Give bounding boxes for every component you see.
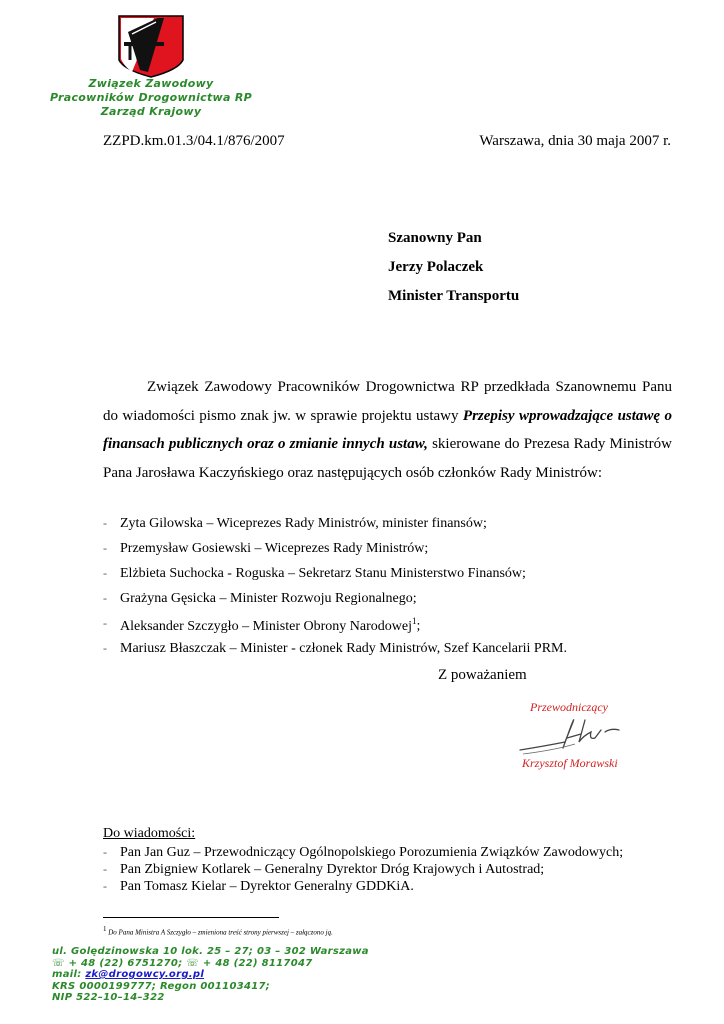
handwritten-signature	[515, 712, 625, 756]
footnote-text: Do Pana Ministra A Szczygło – zmieniona treść strony pierwszej – załączono ją.	[108, 928, 333, 937]
recipient-list	[103, 516, 703, 666]
footer-krs: KRS 0000199777; Regon 001103417;	[52, 980, 271, 992]
reference-number: ZZPD.km.01.3/04.1/876/2007	[103, 133, 285, 149]
org-name	[36, 77, 266, 119]
footnote	[103, 925, 333, 936]
place-date: Warszawa, dnia 30 maja 2007 r.	[479, 133, 671, 149]
list-item: - Przemysław Gosiewski – Wiceprezes Rady Ministrów;	[103, 541, 429, 556]
footnote-divider	[103, 917, 279, 918]
body-paragraph	[103, 373, 672, 487]
footnote-ref: 1	[411, 616, 417, 626]
list-item: - Pan Zbigniew Kotlarek – Generalny Dyrektor Dróg Krajowych i Autostrad;	[103, 862, 545, 877]
org-line-1: Związek Zawodowy	[88, 77, 214, 90]
footer-address: ul. Golędzinowska 10 lok. 25 – 27; 03 – 302 Warszawa	[52, 946, 369, 957]
list-item: - Elżbieta Suchocka - Roguska – Sekretarz Stanu Ministerstwo Finansów;	[103, 566, 526, 581]
footer-nip: NIP 522–10–14–322	[52, 992, 165, 1003]
footer-phone: ☏ + 48 (22) 6751270; ☏ + 48 (22) 8117047	[52, 957, 313, 969]
list-item: - Pan Tomasz Kielar – Dyrektor Generalny GDDKiA.	[103, 879, 414, 894]
footer-contact	[52, 946, 369, 1004]
email-link[interactable]: zk@drogowcy.org.pl	[85, 969, 205, 980]
cc-heading: Do wiadomości:	[103, 826, 196, 841]
logo-graphic	[118, 14, 184, 78]
signature	[515, 712, 625, 756]
addressee-name: Jerzy Polaczek	[388, 259, 484, 275]
body-text-start: Związek Zawodowy Pracowników Drogownictwa RP przedkłada Szanownemu Panu do wiadomości pismo znak jw. w sprawie projektu ustawy	[103, 379, 672, 424]
list-item: - Pan Jan Guz – Przewodniczący Ogólnopolskiego Porozumienia Związków Zawodowych;	[103, 845, 624, 860]
closing-regards: Z poważaniem	[438, 667, 527, 683]
body-text-end: skierowane do Prezesa Rady Ministrów Pana Jarosława Kaczyńskiego oraz następujących osób członków Rady Ministrów:	[103, 436, 672, 481]
signer-name: Krzysztof Morawski	[522, 756, 618, 770]
cc-list	[103, 845, 703, 905]
list-item: - Grażyna Gęsicka – Minister Rozwoju Regionalnego;	[103, 591, 417, 606]
addressee-salutation: Szanowny Pan	[388, 230, 482, 246]
org-line-3: Zarząd Krajowy	[100, 105, 202, 118]
list-item: - Aleksander Szczygło – Minister Obrony Narodowej$^1$;	[103, 616, 421, 634]
footnote-mark: 1	[103, 925, 107, 933]
addressee	[388, 224, 519, 311]
list-item: - Zyta Gilowska – Wiceprezes Rady Ministrów, minister finansów;	[103, 516, 487, 531]
org-line-2: Pracowników Drogownictwa RP	[49, 91, 253, 104]
list-item: - Mariusz Błaszczak – Minister - członek Rady Ministrów, Szef Kancelarii PRM.	[103, 641, 567, 656]
fax-number: ☏ + 48 (22) 8117047	[186, 957, 313, 969]
road-union-logo	[118, 14, 184, 78]
body-text-bold: Przepisy wprowadzające ustawę o finansach publicznych oraz o zmianie innych ustaw,	[103, 407, 672, 452]
footer-mail: mail: zk@drogowcy.org.pl	[52, 969, 205, 980]
signer-role: Przewodniczący	[530, 700, 608, 714]
addressee-title: Minister Transportu	[388, 288, 520, 304]
